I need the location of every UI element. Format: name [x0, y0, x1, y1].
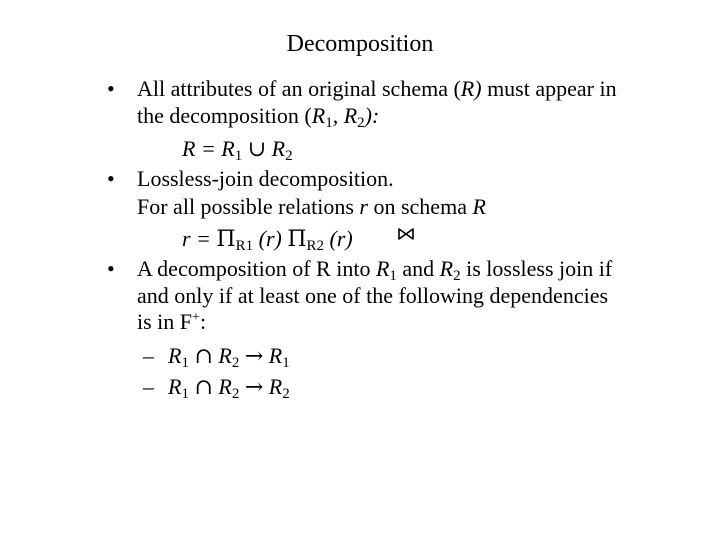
eq-lhs: R = R: [182, 136, 235, 161]
pi-sub-1: R1: [235, 238, 254, 254]
bullet-1-line-1: [137, 76, 617, 102]
dep2-r2-sub: 2: [231, 386, 240, 402]
bullet-1-marker: •: [107, 76, 115, 101]
eq-r2: R: [266, 136, 286, 161]
dep1-r1: R: [168, 343, 182, 368]
b3-and: and: [396, 256, 440, 281]
schema-r: R): [460, 76, 482, 101]
b3-in-f: is in F: [137, 309, 193, 334]
comma: ,: [332, 103, 344, 128]
dep2-r1: R: [168, 374, 182, 399]
b3-text-end: is lossless join if: [460, 256, 613, 281]
union-symbol: ∪: [247, 137, 267, 162]
r2-sub: 2: [357, 115, 365, 131]
arrow-icon-2: →: [244, 375, 264, 400]
intersect-symbol-2: ∩: [194, 375, 213, 400]
bullet-2-text-b: on schema: [367, 194, 473, 219]
pi-symbol-2: Π: [287, 227, 307, 252]
bullet-3-marker: •: [107, 256, 115, 281]
bullet-1-text: All attributes of an original schema (: [137, 76, 461, 101]
dep2-r2: R: [212, 374, 232, 399]
eq-r1-sub: 1: [234, 148, 243, 164]
dep1-r1-sub: 1: [181, 355, 189, 371]
pi-sub-2: R2: [306, 238, 325, 254]
slide-title: Decomposition: [286, 31, 434, 57]
intersect-symbol-1: ∩: [194, 344, 213, 369]
b3-r2: R: [439, 256, 454, 281]
dep2-target-sub: 2: [282, 386, 290, 402]
bullet-2-marker: •: [107, 166, 115, 191]
bullet-1-line-2: [137, 103, 379, 129]
bullet-3-text: A decomposition of R into: [137, 256, 376, 281]
dep1-r2: R: [212, 343, 232, 368]
b3-colon: :: [199, 309, 207, 334]
b3-r1-sub: 1: [389, 268, 397, 284]
dep2-target: R: [263, 374, 283, 399]
dep1-target: R: [263, 343, 283, 368]
dep2-r1-sub: 1: [181, 386, 189, 402]
paren-close: ):: [364, 103, 380, 128]
dependency-1-dash: –: [143, 343, 154, 368]
bullet-1-text-2: the decomposition (: [137, 103, 312, 128]
r2: R: [343, 103, 358, 128]
closure-plus: +: [192, 310, 200, 325]
r1: R: [311, 103, 326, 128]
dep1-target-sub: 1: [282, 355, 290, 371]
bullet-2-text: For all possible relations: [137, 194, 360, 219]
bullet-3-line-1: [137, 256, 612, 282]
dep1-r2-sub: 2: [231, 355, 240, 371]
bullet-1-text-end: must appear in: [481, 76, 617, 101]
bullet-3-line-2: and only if at least one of the following dependencies: [137, 283, 609, 308]
r1-sub: 1: [325, 115, 333, 131]
relation-r: r: [359, 194, 368, 219]
natural-join-icon: [396, 226, 416, 242]
bullet-3-line-3: [137, 309, 206, 335]
projection-equation: [182, 226, 353, 253]
b3-r1: R: [375, 256, 390, 281]
pi-arg-2: (r): [324, 226, 353, 251]
pi-arg-1: (r): [253, 226, 288, 251]
eq-r2-sub: 2: [285, 148, 293, 164]
dependency-2-dash: –: [143, 374, 154, 399]
schema-r-2: R: [472, 194, 486, 219]
proj-lhs: r =: [182, 226, 217, 251]
union-equation: [182, 136, 293, 163]
dependency-1: [168, 343, 290, 370]
pi-symbol-1: Π: [216, 227, 236, 252]
b3-r2-sub: 2: [453, 268, 461, 284]
bullet-2-line-2: [137, 194, 486, 220]
dependency-2: [168, 374, 290, 401]
bullet-2-line-1: Lossless-join decomposition.: [137, 166, 394, 191]
arrow-icon-1: →: [244, 344, 264, 369]
